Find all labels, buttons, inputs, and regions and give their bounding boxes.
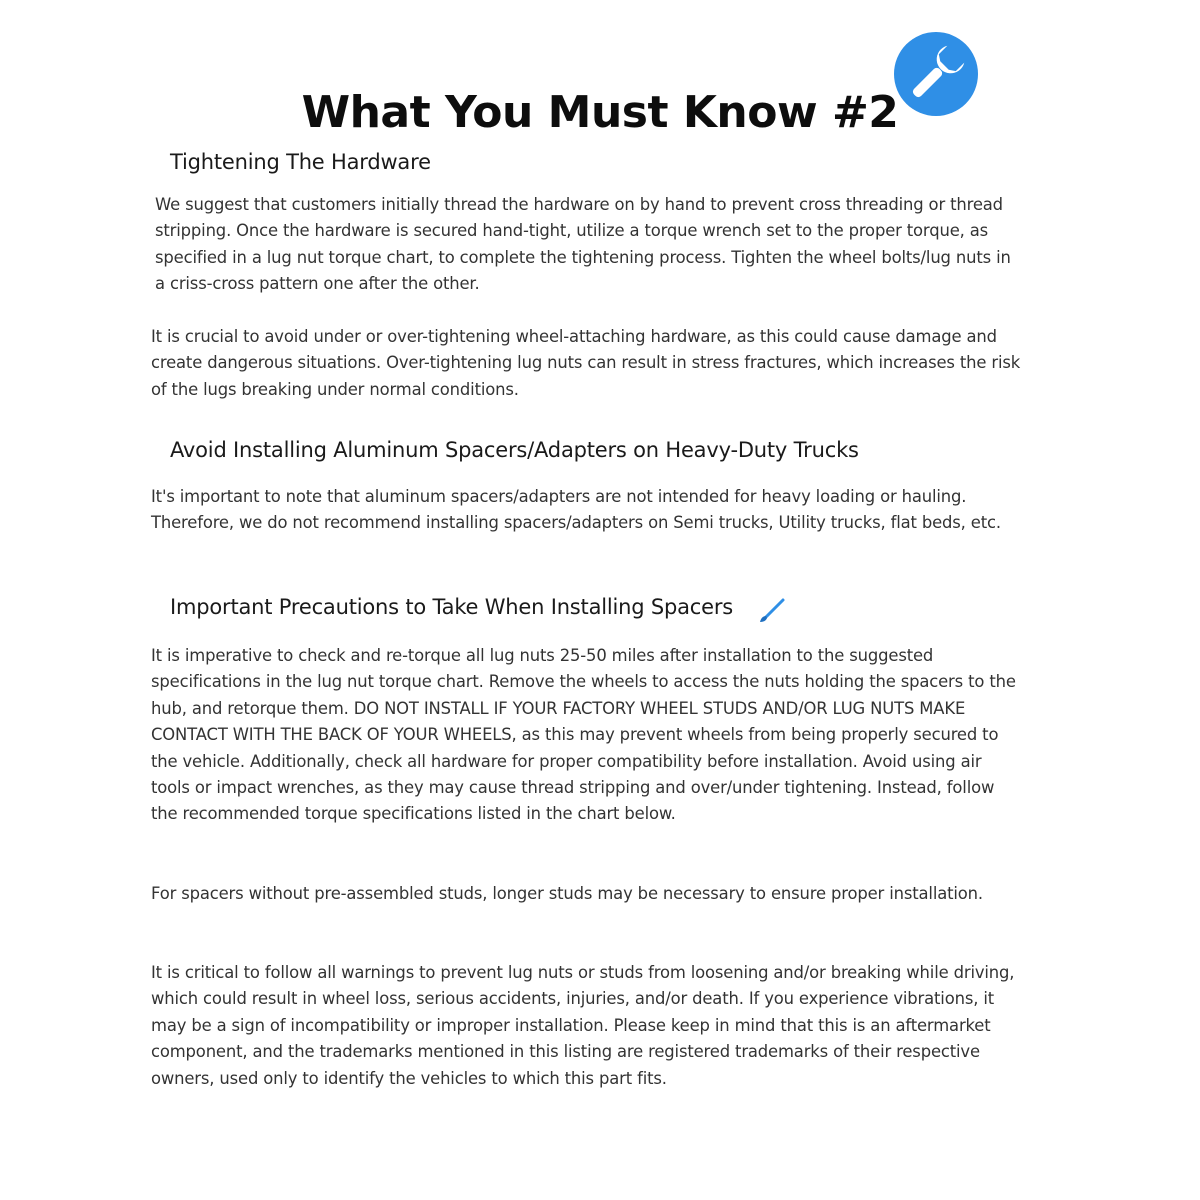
section-heading-tightening: Tightening The Hardware	[170, 150, 431, 174]
paragraph-precautions-2: For spacers without pre-assembled studs, longer studs may be necessary to ensure proper installation.	[151, 884, 983, 903]
section-heading-precautions: Important Precautions to Take When Installing Spacers	[170, 595, 734, 619]
paragraph-tightening-2: It is crucial to avoid under or over-tightening wheel-attaching hardware, as this could cause damage and create dangerous situations. Over-tightening lug nuts can result in stress fractures, which increases the risk of the lugs breaking under normal conditions.	[151, 327, 1021, 399]
brush-icon	[756, 594, 788, 626]
wrench-icon	[894, 32, 978, 116]
paragraph-aluminum-spacers: It's important to note that aluminum spacers/adapters are not intended for heavy loading or hauling. Therefore, we do not recommend installing spacers/adapters on Semi trucks, Utility trucks, flat beds, etc.	[151, 487, 1001, 533]
section-heading-aluminum-spacers: Avoid Installing Aluminum Spacers/Adapters on Heavy-Duty Trucks	[170, 438, 859, 462]
page-title-text: What You Must Know #2	[301, 87, 899, 139]
paragraph-precautions-1: It is imperative to check and re-torque all lug nuts 25-50 miles after installation to the suggested specifications in the lug nut torque chart. Remove the wheels to access the nuts holding the spacers to the hub, and retorque them. DO NOT INSTALL IF YOUR FACTORY WHEEL STUDS AND/OR LUG NUTS MAKE CONTACT WITH THE BACK OF YOUR WHEELS, as this may prevent wheels from being properly secured to the vehicle. Additionally, check all hardware for proper compatibility before installation. Avoid using air tools or impact wrenches, as they may cause thread stripping and over/under tightening. Instead, follow the recommended torque specifications listed in the chart below.	[151, 646, 1016, 824]
paragraph-tightening-1: We suggest that customers initially thread the hardware on by hand to prevent cross threading or thread stripping. Once the hardware is secured hand-tight, utilize a torque wrench set to the proper torque, as specified in a lug nut torque chart, to complete the tightening process. Tighten the wheel bolts/lug nuts in a criss-cross pattern one after the other.	[155, 195, 1011, 294]
page-title	[0, 85, 1200, 141]
paragraph-precautions-3: It is critical to follow all warnings to prevent lug nuts or studs from loosening and/or breaking while driving, which could result in wheel loss, serious accidents, injuries, and/or death. If you experience vibrations, it may be a sign of incompatibility or improper installation. Please keep in mind that this is an aftermarket component, and the trademarks mentioned in this listing are registered trademarks of their respective owners, used only to identify the vehicles to which this part fits.	[151, 963, 1015, 1088]
